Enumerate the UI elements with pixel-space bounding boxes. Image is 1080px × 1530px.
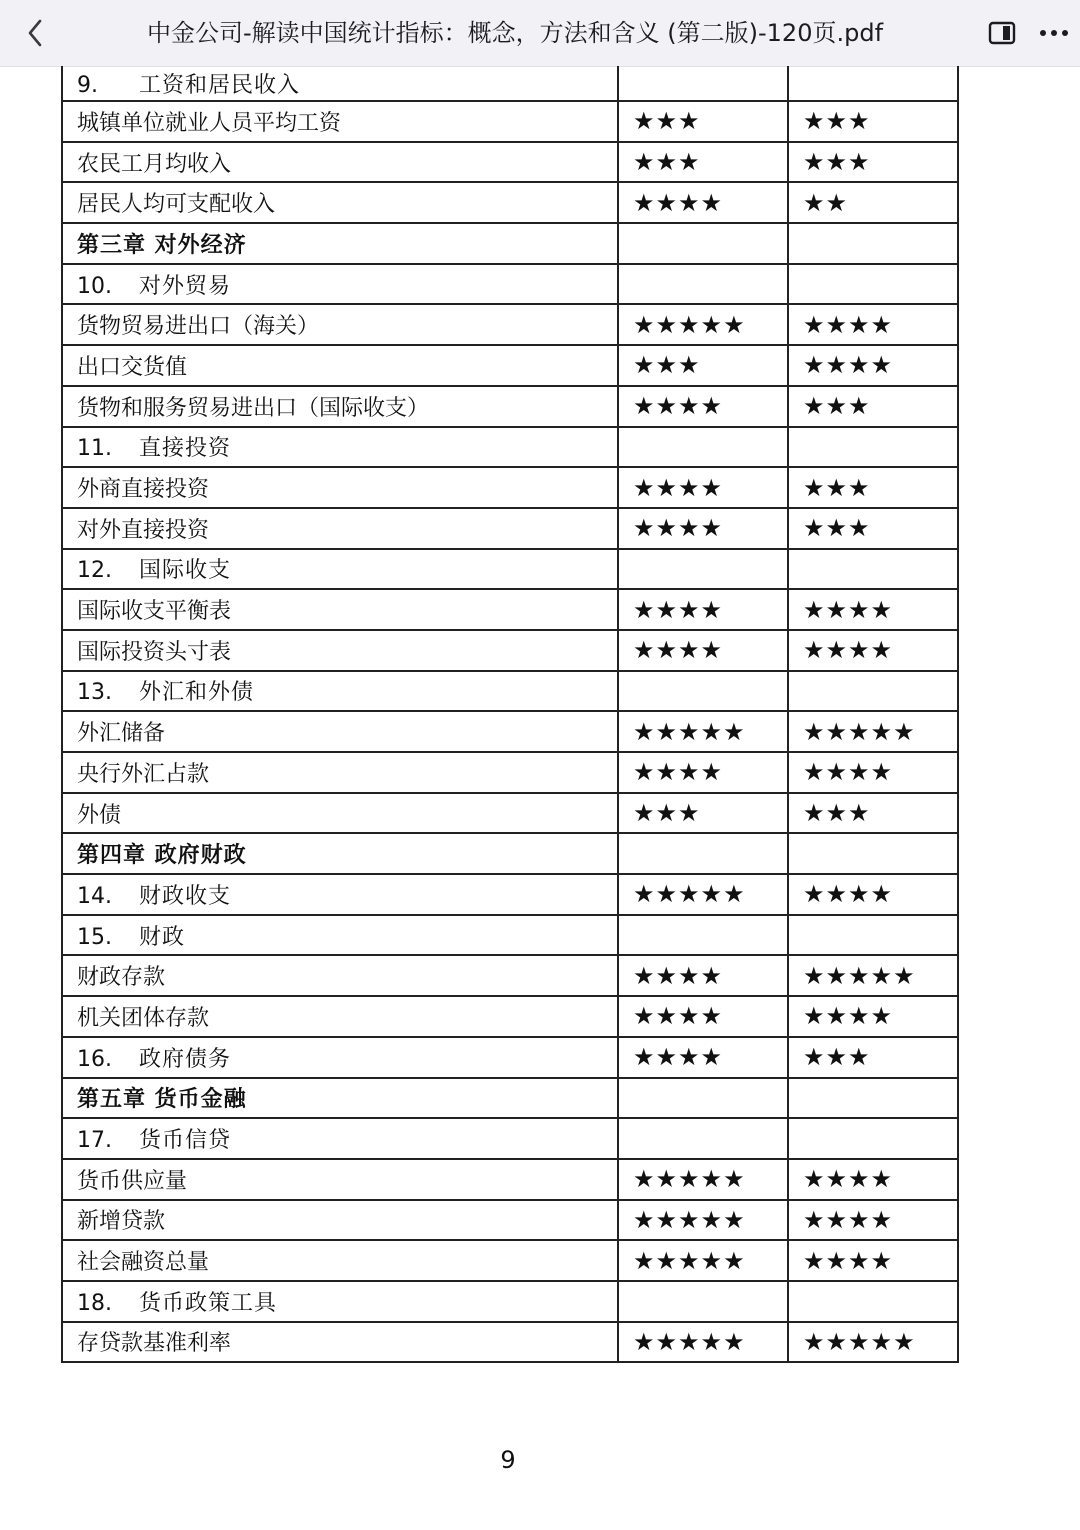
rating-cell-1: ★★★★★ (618, 711, 788, 752)
rating-cell-1: ★★★★ (618, 467, 788, 508)
indicator-row (62, 1240, 958, 1281)
rating-cell-1: ★★★★★ (618, 874, 788, 915)
indicator-label: 货物贸易进出口（海关） (77, 314, 320, 340)
indicator-name-cell (62, 549, 618, 590)
back-button[interactable] (20, 16, 50, 50)
indicator-row (62, 142, 958, 183)
section-row (62, 264, 958, 305)
section-number: 18. (77, 1290, 112, 1316)
section-row (62, 874, 958, 915)
rating-cell-2 (788, 223, 958, 264)
rating-cell-2: ★★★★★ (788, 711, 958, 752)
rating-cell-1: ★★★★★ (618, 1240, 788, 1281)
rating-cell-2: ★★★ (788, 793, 958, 834)
rating-cell-1: ★★★★ (618, 1037, 788, 1078)
rating-cell-1: ★★★★ (618, 589, 788, 630)
indicator-label: 国际收支 (139, 558, 232, 584)
section-row (62, 915, 958, 956)
chapter-title: 第四章 政府财政 (77, 842, 247, 869)
chapter-title: 第三章 对外经济 (77, 231, 247, 258)
indicator-label: 直接投资 (139, 436, 232, 462)
indicator-row (62, 1159, 958, 1200)
rating-cell-2: ★★★ (788, 467, 958, 508)
rating-cell-1: ★★★ (618, 101, 788, 142)
indicator-name-cell (62, 304, 618, 345)
rating-cell-2: ★★★★ (788, 589, 958, 630)
rating-cell-2 (788, 1078, 958, 1119)
indicator-label: 外商直接投资 (77, 477, 210, 503)
indicator-name-cell (62, 1281, 618, 1322)
indicator-row (62, 508, 958, 549)
rating-cell-1: ★★★ (618, 142, 788, 183)
rating-cell-2: ★★★ (788, 101, 958, 142)
rating-cell-2 (788, 264, 958, 305)
rating-cell-1 (618, 223, 788, 264)
rating-cell-1 (618, 833, 788, 874)
page-number: 9 (500, 1446, 516, 1474)
indicator-name-cell (62, 874, 618, 915)
chapter-row (62, 223, 958, 264)
section-number: 14. (77, 883, 112, 909)
indicator-label: 财政 (139, 924, 186, 950)
rating-cell-2: ★★ (788, 182, 958, 223)
rating-cell-1 (618, 1281, 788, 1322)
indicator-label: 居民人均可支配收入 (77, 192, 276, 218)
rating-cell-1: ★★★★★ (618, 1322, 788, 1363)
rating-cell-2: ★★★ (788, 1037, 958, 1078)
top-bar (0, 0, 1080, 67)
more-options-icon (1039, 29, 1069, 37)
indicator-row (62, 304, 958, 345)
document-title: 中金公司-解读中国统计指标：概念，方法和含义 (第二版)-120页.pdf (146, 19, 884, 47)
indicator-label: 货币信贷 (139, 1128, 232, 1154)
indicator-name-cell (62, 996, 618, 1037)
rating-cell-1: ★★★ (618, 793, 788, 834)
reader-mode-button[interactable] (986, 18, 1018, 48)
indicator-name-cell (62, 589, 618, 630)
rating-cell-2 (788, 549, 958, 590)
indicator-label: 货物和服务贸易进出口（国际收支） (77, 395, 430, 421)
indicator-row (62, 467, 958, 508)
rating-cell-2: ★★★★★ (788, 955, 958, 996)
rating-cell-1: ★★★★ (618, 182, 788, 223)
rating-cell-1 (618, 427, 788, 468)
indicator-name-cell (62, 833, 618, 874)
indicator-row (62, 182, 958, 223)
indicator-label: 财政存款 (77, 965, 166, 991)
indicator-name-cell (62, 1200, 618, 1241)
section-row (62, 1037, 958, 1078)
rating-cell-2 (788, 66, 958, 101)
rating-cell-2: ★★★ (788, 386, 958, 427)
reader-mode-icon (988, 21, 1016, 45)
indicator-name-cell (62, 345, 618, 386)
rating-cell-1: ★★★★★ (618, 1200, 788, 1241)
section-row (62, 66, 958, 101)
indicator-name-cell (62, 1159, 618, 1200)
rating-cell-2 (788, 915, 958, 956)
indicator-name-cell (62, 66, 618, 101)
rating-cell-2: ★★★★ (788, 1159, 958, 1200)
indicator-row (62, 630, 958, 671)
indicator-name-cell (62, 427, 618, 468)
indicator-row (62, 711, 958, 752)
indicator-name-cell (62, 1037, 618, 1078)
rating-cell-2: ★★★★ (788, 874, 958, 915)
indicator-name-cell (62, 711, 618, 752)
indicator-row (62, 996, 958, 1037)
section-number: 15. (77, 924, 112, 950)
indicator-name-cell (62, 1322, 618, 1363)
indicator-row (62, 955, 958, 996)
section-number: 10. (77, 273, 112, 299)
indicator-row (62, 752, 958, 793)
indicator-name-cell (62, 467, 618, 508)
indicator-name-cell (62, 142, 618, 183)
rating-cell-2 (788, 1281, 958, 1322)
indicator-name-cell (62, 386, 618, 427)
indicator-name-cell (62, 182, 618, 223)
indicator-label: 对外贸易 (139, 273, 232, 299)
section-row (62, 1281, 958, 1322)
indicator-row (62, 345, 958, 386)
rating-cell-1 (618, 549, 788, 590)
indicator-table-wrapper (61, 66, 957, 1363)
indicator-name-cell (62, 1118, 618, 1159)
rating-cell-2: ★★★★★ (788, 1322, 958, 1363)
indicator-row (62, 589, 958, 630)
indicator-label: 对外直接投资 (77, 517, 210, 543)
chapter-row (62, 1078, 958, 1119)
section-number: 12. (77, 558, 112, 584)
indicator-label: 社会融资总量 (77, 1250, 210, 1276)
section-row (62, 549, 958, 590)
rating-cell-1 (618, 264, 788, 305)
section-row (62, 1118, 958, 1159)
indicator-label: 政府债务 (139, 1046, 232, 1072)
indicator-row (62, 793, 958, 834)
rating-cell-2: ★★★★ (788, 630, 958, 671)
indicator-label: 机关团体存款 (77, 1005, 210, 1031)
indicator-label: 货币政策工具 (139, 1290, 278, 1316)
indicator-label: 外债 (77, 802, 122, 828)
indicator-label: 新增贷款 (77, 1209, 166, 1235)
rating-cell-1: ★★★ (618, 345, 788, 386)
indicator-row (62, 1200, 958, 1241)
indicator-name-cell (62, 915, 618, 956)
rating-cell-1: ★★★★ (618, 996, 788, 1037)
rating-cell-1 (618, 915, 788, 956)
rating-cell-2 (788, 833, 958, 874)
section-number: 9. (77, 72, 98, 98)
section-row (62, 671, 958, 712)
indicator-row (62, 101, 958, 142)
indicator-label: 外汇和外债 (139, 680, 255, 706)
indicator-label: 央行外汇占款 (77, 761, 210, 787)
indicator-label: 货币供应量 (77, 1168, 188, 1194)
indicator-label: 出口交货值 (77, 354, 188, 380)
rating-cell-1 (618, 671, 788, 712)
indicator-name-cell (62, 264, 618, 305)
rating-cell-2: ★★★★ (788, 345, 958, 386)
indicator-row (62, 386, 958, 427)
rating-cell-2: ★★★ (788, 508, 958, 549)
rating-cell-2: ★★★★ (788, 1200, 958, 1241)
rating-cell-2 (788, 671, 958, 712)
indicator-label: 存贷款基准利率 (77, 1331, 232, 1357)
indicator-label: 财政收支 (139, 883, 232, 909)
rating-cell-2 (788, 1118, 958, 1159)
rating-cell-2: ★★★★ (788, 996, 958, 1037)
rating-cell-1: ★★★★ (618, 752, 788, 793)
indicator-name-cell (62, 223, 618, 264)
rating-cell-2: ★★★★ (788, 304, 958, 345)
indicator-label: 国际投资头寸表 (77, 639, 232, 665)
indicator-name-cell (62, 793, 618, 834)
indicator-name-cell (62, 1240, 618, 1281)
rating-cell-1: ★★★★★ (618, 304, 788, 345)
rating-cell-1: ★★★★ (618, 955, 788, 996)
rating-cell-1: ★★★★ (618, 386, 788, 427)
indicator-name-cell (62, 508, 618, 549)
indicator-name-cell (62, 101, 618, 142)
rating-cell-1: ★★★★★ (618, 1159, 788, 1200)
rating-cell-1 (618, 1118, 788, 1159)
chevron-left-icon (27, 19, 43, 47)
section-number: 17. (77, 1128, 112, 1154)
indicator-table (61, 66, 959, 1363)
rating-cell-2: ★★★★ (788, 752, 958, 793)
rating-cell-1: ★★★★ (618, 508, 788, 549)
rating-cell-2 (788, 427, 958, 468)
indicator-name-cell (62, 955, 618, 996)
indicator-label: 国际收支平衡表 (77, 599, 232, 625)
indicator-label: 农民工月均收入 (77, 151, 232, 177)
section-number: 11. (77, 436, 112, 462)
indicator-label: 城镇单位就业人员平均工资 (77, 110, 342, 136)
indicator-name-cell (62, 671, 618, 712)
more-options-button[interactable] (1036, 18, 1072, 48)
section-number: 13. (77, 680, 112, 706)
indicator-name-cell (62, 752, 618, 793)
indicator-row (62, 1322, 958, 1363)
section-row (62, 427, 958, 468)
chapter-row (62, 833, 958, 874)
rating-cell-2: ★★★ (788, 142, 958, 183)
rating-cell-1 (618, 66, 788, 101)
rating-cell-2: ★★★★ (788, 1240, 958, 1281)
indicator-name-cell (62, 630, 618, 671)
rating-cell-1 (618, 1078, 788, 1119)
chapter-title: 第五章 货币金融 (77, 1086, 247, 1113)
indicator-name-cell (62, 1078, 618, 1119)
indicator-label: 工资和居民收入 (139, 72, 301, 98)
indicator-label: 外汇储备 (77, 721, 166, 747)
section-number: 16. (77, 1046, 112, 1072)
rating-cell-1: ★★★★ (618, 630, 788, 671)
